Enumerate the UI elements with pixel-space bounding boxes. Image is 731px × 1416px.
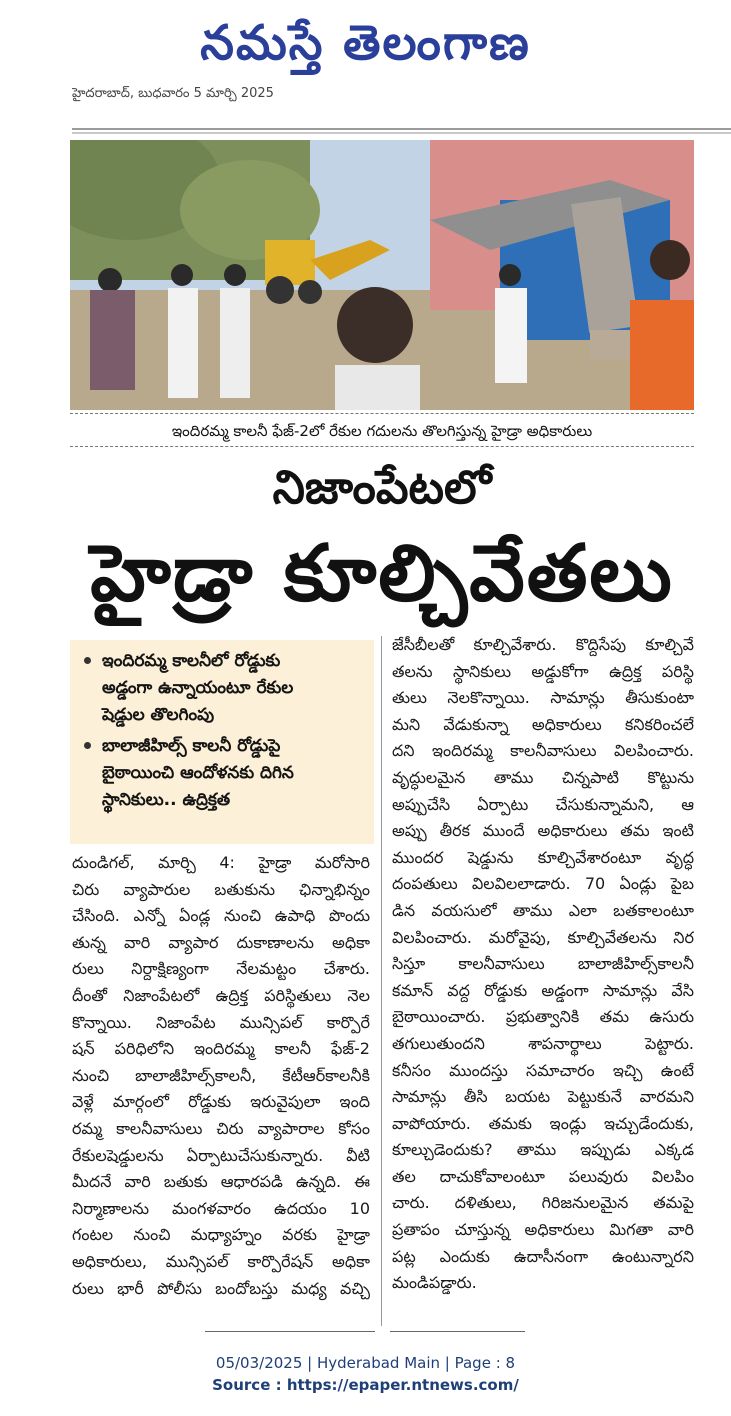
body-line: కమాన్ వద్ద రోడ్డుకు అడ్డంగా సామాన్లు వేసి xyxy=(392,980,694,1000)
body-line: అప్పు తీరక ముందే అధికారులు తమ ఇంటి xyxy=(392,821,694,841)
body-line: చారు. దళితులు, గిరిజనులమైన తమపై xyxy=(392,1193,694,1213)
body-line: అధికారులు, మున్సిపల్ కార్పొరేషన్ అధికా xyxy=(72,1251,370,1271)
body-line: అప్పుచేసి ఏర్పాటు చేసుకున్నామని, ఆ xyxy=(392,794,694,814)
masthead-rule xyxy=(72,128,731,134)
body-line: తల దాచుకోవాలంటూ పలువురు విలపిం xyxy=(392,1166,694,1186)
article-right-column xyxy=(392,632,694,1297)
body-line: సిస్తూ కాలనీవాసులు బాలాజీహిల్స్‌కాలనీ xyxy=(392,954,694,974)
body-line: వాపోయారు. తమకు ఇండ్లు ఇచ్చుడేందుకు, xyxy=(392,1113,694,1133)
highlight-line: స్థానికులు.. ఉద్రిక్తత xyxy=(102,790,231,810)
body-line: వృద్ధులమైన తాము చిన్నపాటి కొట్టును xyxy=(392,767,694,787)
body-line: తగులుతుందని శాపనార్థాలు పెట్టారు. xyxy=(392,1033,694,1053)
body-line: మని వేడుకున్నా అధికారులు కనికరించలే xyxy=(392,714,694,734)
bullet-icon xyxy=(84,742,91,749)
source-link[interactable]: Source : https://epaper.ntnews.com/ xyxy=(212,1376,519,1394)
headline-kicker: నిజాంపేటలో xyxy=(272,460,492,514)
body-line: బైఠాయించారు. ప్రభుత్వానికి తమ ఉసురు xyxy=(392,1007,694,1027)
body-line: జేసీబీలతో కూల్చివేశారు. కొద్దిసేపు కూల్చివే xyxy=(392,635,694,654)
highlight-line: షెడ్డుల తొలగింపు xyxy=(102,705,215,725)
highlight-line: బాలాజీహిల్స్ కాలనీ రోడ్డుపై xyxy=(102,736,281,756)
dateline: హైదరాబాద్, బుధవారం 5 మార్చి 2025 xyxy=(72,86,274,101)
body-line: కనీసం ముందస్తు సమాచారం ఇచ్చి ఉంటే xyxy=(392,1060,694,1080)
body-line: రేకులషెడ్డులను ఏర్పాటుచేసుకున్నారు. వీటి xyxy=(72,1145,370,1165)
photo-caption: ఇందిరమ్మ కాలనీ ఫేజ్-2లో రేకుల గదులను తొలగిస్తున్న హైడ్రా అధికారులు xyxy=(70,413,694,447)
highlight-line: ఇందిరమ్మ కాలనీలో రోడ్డుకు xyxy=(102,651,281,671)
body-line: దుండిగల్, మార్చి 4: హైడ్రా మరోసారి xyxy=(72,853,370,872)
bullet-icon xyxy=(84,657,91,664)
body-line: దీంతో నిజాంపేటలో ఉద్రిక్త పరిస్థితులు నెల xyxy=(72,985,370,1005)
highlight-item xyxy=(84,733,364,814)
body-line: మీదనే వారి బతుకు ఆధారపడి ఉన్నది. ఈ xyxy=(72,1172,370,1192)
body-line: దంపతులు విలవిలలాడారు. 70 ఏండ్లు పైబ xyxy=(392,874,694,894)
highlight-item xyxy=(84,648,364,729)
headline: హైడ్రా కూల్చివేతలు xyxy=(90,529,674,619)
footer-rule-left xyxy=(205,1331,375,1332)
highlight-line: అడ్డంగా ఉన్నాయంటూ రేకుల xyxy=(102,678,294,698)
body-line: చిరు వ్యాపారుల బతుకును ఛిన్నాభిన్నం xyxy=(72,879,370,899)
body-line: రమ్మ కాలనీవాసులు చిరు వ్యాపారాల కోసం xyxy=(72,1118,370,1138)
body-line: షన్ పరిధిలోని ఇందిరమ్మ కాలనీ ఫేజ్-2 xyxy=(72,1039,370,1059)
highlights-box xyxy=(70,640,374,844)
body-line: నుంచి బాలాజీహిల్స్‌కాలనీ, కేటీఆర్‌కాలనీకి xyxy=(72,1065,370,1085)
body-line: రులు నిర్దాక్షిణ్యంగా నేలమట్టం చేశారు. xyxy=(72,959,370,979)
body-line: ముందర షెడ్డును కూల్చివేశారంటూ వృద్ధ xyxy=(392,847,694,867)
footer xyxy=(0,1352,731,1396)
news-photo xyxy=(70,140,694,410)
body-line: విలపించారు. మరోవైపు, కూల్చివేతలను నిర xyxy=(392,927,694,947)
highlight-line: బైఠాయించి ఆందోళనకు దిగిన xyxy=(102,763,294,783)
body-line: ప్రతాపం చూస్తున్న అధికారులు మిగతా వారి xyxy=(392,1220,694,1240)
body-line: తున్న వారి వ్యాపార దుకాణాలను అధికా xyxy=(72,932,370,952)
body-line: పట్ల ఎందుకు ఉదాసీనంగా ఉంటున్నారని xyxy=(392,1246,694,1266)
body-line: చేసింది. ఎన్నో ఏండ్ల నుంచి ఉపాధి పొందు xyxy=(72,906,370,926)
body-line: తలను స్థానికులు అడ్డుకోగా ఉద్రిక్త పరిస్థి xyxy=(392,661,694,681)
body-line: తులు నెలకొన్నాయి. సామాన్లు తీసుకుంటా xyxy=(392,688,694,708)
body-line: మండిపడ్డారు. xyxy=(392,1273,477,1293)
column-divider xyxy=(381,636,382,1326)
body-line: కొన్నాయి. నిజాంపేట మున్సిపల్ కార్పొరే xyxy=(72,1012,370,1032)
masthead-title: నమస్తే తెలంగాణ xyxy=(200,15,531,71)
body-line: డిన వయసులో తాము ఎలా బతకాలంటూ xyxy=(392,900,694,920)
body-line: గంటల నుంచి మధ్యాహ్నం వరకు హైడ్రా xyxy=(72,1225,370,1245)
footer-rule-right xyxy=(390,1331,525,1332)
body-line: రులు భారీ పోలీసు బందోబస్తు మధ్య వచ్చి xyxy=(72,1278,370,1298)
body-line: దని ఇందిరమ్మ కాలనీవాసులు విలపించారు. xyxy=(392,741,694,761)
body-line: కూల్చుడెందుకు? తాము ఇప్పుడు ఎక్కడ xyxy=(392,1140,694,1160)
edition-info: 05/03/2025 | Hyderabad Main | Page : 8 xyxy=(215,1354,516,1372)
body-line: నిర్మాణాలను మంగళవారం ఉదయం 10 xyxy=(72,1198,370,1218)
body-line: సామాన్లు తీసి బయట పెట్టుకునే వారమని xyxy=(392,1087,694,1107)
body-line: వెళ్లే మార్గంలో రోడ్డుకు ఇరువైపులా ఇంది xyxy=(72,1092,370,1112)
article-left-column xyxy=(72,850,370,1302)
